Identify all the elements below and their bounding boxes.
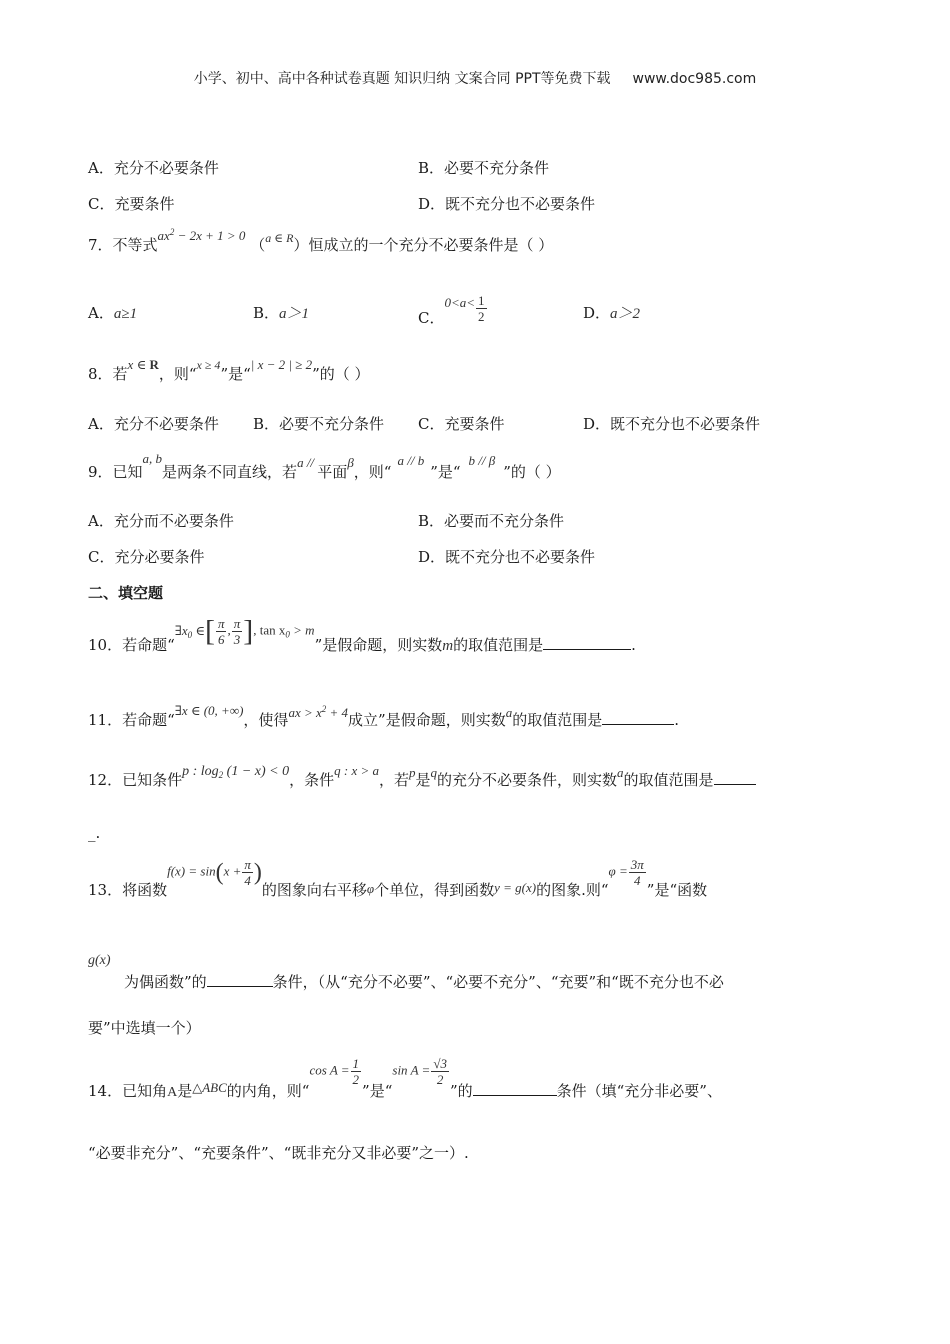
q13-phi-value: φ = $\frac{3\pi}{4}$ <box>608 857 644 888</box>
q12-answer-blank[interactable] <box>714 768 756 785</box>
q11-a: a <box>505 705 513 720</box>
q10-answer-blank[interactable] <box>543 633 631 650</box>
q13-gx: g(x) <box>88 953 111 968</box>
fraction: $\frac{\pi}{6}$ <box>217 616 225 647</box>
q13-text-3: 的图象.则“ <box>536 881 609 899</box>
fraction: $\frac{√3}{2}$ <box>433 1056 447 1087</box>
q8-cond-2: | x − 2 | ≥ 2 <box>250 357 313 372</box>
q7-option-a: A．a≥1 <box>88 304 138 322</box>
q13-text-6: 条件，（从“充分不必要”、“必要不充分”、“充要”和“既不充分也不必 <box>272 973 724 991</box>
q11-answer-blank[interactable] <box>602 708 674 725</box>
q13-text-5: 为偶函数”的 <box>124 973 207 991</box>
q12-text-2: ，若 <box>378 771 409 789</box>
q14-answer-blank[interactable] <box>473 1079 557 1096</box>
q12-condition-p: p : $\log_2 (1 - x) < 0$ <box>182 764 290 780</box>
fraction: $\frac{1}{2}$ <box>478 293 485 324</box>
q11-period: . <box>674 711 679 729</box>
q11-text-1: ，使得 <box>243 711 289 729</box>
q8-option-b: B．必要不充分条件 <box>253 415 385 433</box>
q8-option-c: C．充要条件 <box>418 415 505 433</box>
q12-p: p <box>409 765 416 780</box>
page-header <box>0 68 950 88</box>
q9-parallel: a // <box>297 455 318 470</box>
q14-cos: cos A = $\frac{1}{2}$ <box>309 1056 360 1087</box>
q13-line-2 <box>124 970 724 992</box>
q14-text-4: ”的 <box>449 1082 473 1100</box>
q9-text-1: 是两条不同直线，若 <box>162 463 298 481</box>
question-11 <box>88 703 679 731</box>
q7-option-c: C．0<a< $\frac{1}{2}$ <box>418 293 485 327</box>
header-url[interactable]: www.doc985.com <box>632 71 757 87</box>
q9-option-c: C．充分必要条件 <box>88 548 205 566</box>
q13-phi: φ <box>366 881 375 896</box>
q10-number: 10．若命题“ <box>88 636 175 654</box>
q9-option-d: D．既不充分也不必要条件 <box>418 548 596 566</box>
q13-answer-blank[interactable] <box>207 970 273 987</box>
q8-text-2: ”是“ <box>220 365 251 383</box>
q9-plane: 平面 <box>317 463 348 481</box>
q14-sin: sin A = $\frac{√3}{2}$ <box>392 1056 447 1087</box>
q9-cond-2: b // β <box>468 453 496 468</box>
q12-text-1: ，条件 <box>289 771 335 789</box>
q7-paren: （ <box>250 236 266 254</box>
q13-text-1: 的图象向右平移 <box>261 881 367 899</box>
q13-text-4: ”是“函数 <box>646 881 708 899</box>
q7-text: ）恒成立的一个充分不必要条件是（ ） <box>293 236 554 254</box>
q12-q: q <box>430 765 438 780</box>
q8-option-d: D．既不充分也不必要条件 <box>583 415 761 433</box>
question-13 <box>88 856 707 906</box>
q9-text-2: ，则“ <box>353 463 392 481</box>
q8-cond-1: x ≥ 4 <box>196 358 221 372</box>
q6-option-a: A．充分不必要条件 <box>88 159 219 177</box>
q10-formula: $\exists x_0$ ∈[ $\frac{\pi}{6}$ , $\frac{\pi}{3}$ ], $\tan x_0 > m$ <box>174 614 315 648</box>
q14-text-1: 是 <box>177 1082 193 1100</box>
fraction: $\frac{\pi}{4}$ <box>244 857 251 888</box>
q8-text-3: ”的（ ） <box>312 365 370 383</box>
q6-option-b: B．必要不充分条件 <box>418 159 550 177</box>
q11-inequality: ax > $x^2 + 4$ <box>288 704 349 720</box>
q12-text-3: 是 <box>415 771 431 789</box>
q13-g: y = g(x) <box>494 880 537 895</box>
q9-option-a: A．充分而不必要条件 <box>88 512 234 530</box>
fraction: $\frac{1}{2}$ <box>352 1056 360 1087</box>
q7-inequality: $ax^2 - 2x + 1 > 0$ <box>157 227 246 243</box>
q9-cond-1: a // b <box>397 453 425 468</box>
q14-line-2: “必要非充分”、“充要条件”、“既非充分又非必要”之一）. <box>88 1144 469 1162</box>
q9-ab: a, b <box>142 451 163 466</box>
q8-number: 8．若 <box>88 365 128 383</box>
q12-a: a <box>617 765 624 780</box>
q12-condition-q: q : x > a <box>334 763 379 778</box>
q13-number: 13．将函数 <box>88 881 168 899</box>
q13-text-2: 个单位，得到函数 <box>374 881 495 899</box>
q14-text-3: ”是“ <box>362 1082 393 1100</box>
q12-line-2: _. <box>88 824 101 842</box>
q9-text-3: ”是“ <box>430 463 461 481</box>
q10-m: m <box>442 638 454 654</box>
q13-function: f(x) = sin(x + $\frac{\pi}{4}$ ) <box>167 857 262 888</box>
q12-text-4: 的充分不必要条件，则实数 <box>437 771 618 789</box>
q12-text-5: 的取值范围是 <box>623 771 714 789</box>
q9-option-b: B．必要而不充分条件 <box>418 512 565 530</box>
q10-period: . <box>631 636 636 654</box>
question-9 <box>88 451 561 483</box>
q9-number: 9．已知 <box>88 463 143 481</box>
q9-beta: β <box>347 455 354 470</box>
q12-number: 12．已知条件 <box>88 771 183 789</box>
q9-text-4: ”的（ ） <box>503 463 561 481</box>
q6-option-c: C．充要条件 <box>88 195 175 213</box>
question-8 <box>88 357 370 385</box>
q8-option-a: A．充分不必要条件 <box>88 415 219 433</box>
q8-set: x ∈ R <box>127 357 159 372</box>
q10-text-1: ”是假命题，则实数 <box>314 636 443 654</box>
q14-text-2: 的内角，则“ <box>226 1082 310 1100</box>
q13-line-3: 要”中选填一个） <box>88 1019 201 1037</box>
question-14 <box>88 1055 722 1105</box>
section-title: 二、填空题 <box>88 584 164 602</box>
q11-text-2: 成立”是假命题，则实数 <box>348 711 506 729</box>
q10-text-2: 的取值范围是 <box>453 636 544 654</box>
q8-text-1: ，则“ <box>158 365 197 383</box>
question-7 <box>88 227 554 256</box>
q11-number: 11．若命题“ <box>88 711 175 729</box>
question-10 <box>88 616 636 666</box>
header-text: 小学、初中、高中各种试卷真题 知识归纳 文案合同 PPT等免费下载 <box>193 71 611 87</box>
q14-triangle: △ABC <box>192 1080 227 1095</box>
q7-option-d: D．a＞2 <box>583 304 641 322</box>
q7-option-b: B．a＞1 <box>253 304 310 322</box>
question-12 <box>88 763 756 795</box>
q6-option-d: D．既不充分也不必要条件 <box>418 195 596 213</box>
q7-number: 7．不等式 <box>88 236 158 254</box>
q14-text-5: 条件（填“充分非必要”、 <box>556 1082 722 1100</box>
q11-set: ∃x ∈ (0, +∞) <box>174 703 244 718</box>
q11-text-3: 的取值范围是 <box>512 711 603 729</box>
q7-condition: a ∈ R <box>265 231 294 245</box>
q14-angle: A <box>167 1085 178 1100</box>
fraction: $\frac{3\pi}{4}$ <box>630 857 644 888</box>
fraction: $\frac{\pi}{3}$ <box>233 616 241 647</box>
q14-number: 14．已知角 <box>88 1082 168 1100</box>
